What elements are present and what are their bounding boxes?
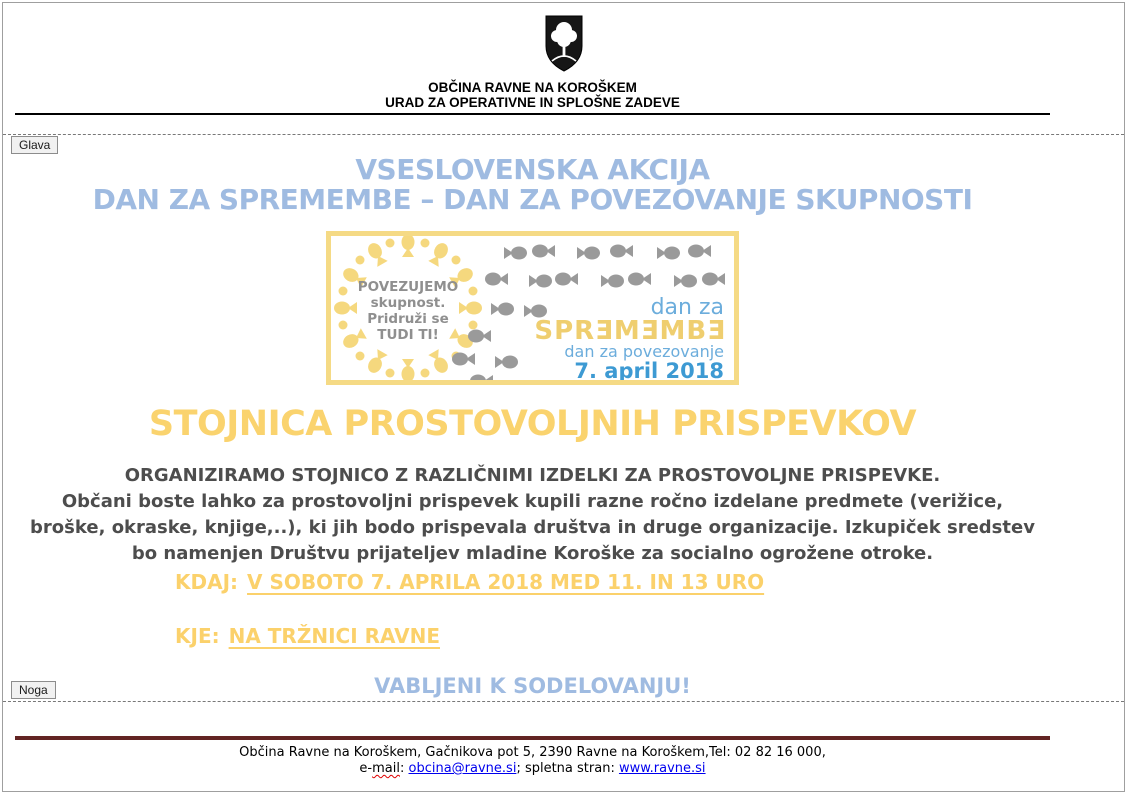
- document-footer: [3, 736, 1124, 777]
- event-where-line: [175, 623, 1050, 649]
- header-boundary-line: [3, 134, 1124, 152]
- event-lead-sentence: ORGANIZIRAMO STOJNICO Z RAZLIČNIMI IZDELKI ZA PROSTOVOLJNE PRISPEVKE.: [124, 465, 941, 486]
- email-label-spellcheck: mail: [372, 761, 400, 776]
- org-name: OBČINA RAVNE NA KOROŠKEM: [428, 80, 637, 95]
- header-rule: [15, 113, 1050, 115]
- svg-text:SPRƎMƎMBƎ: SPRƎMƎMBƎ: [534, 316, 726, 346]
- campaign-logo: [15, 231, 1050, 385]
- header-boundary-tag: Glava: [11, 136, 58, 154]
- where-value: NA TRŽNICI RAVNE: [228, 624, 440, 648]
- when-label: KDAJ:: [175, 570, 239, 594]
- email-link[interactable]: obcina@ravne.si: [408, 761, 517, 776]
- when-value: V SOBOTO 7. APRILA 2018 MED 11. IN 13 URO: [247, 570, 765, 594]
- svg-text:7. april 2018: 7. april 2018: [574, 359, 724, 383]
- footer-address: Občina Ravne na Koroškem, Gačnikova pot 5, 2390 Ravne na Koroškem,Tel: 02 82 16 000,: [239, 745, 826, 760]
- event-when-line: [175, 569, 1050, 595]
- svg-text:dan za povezovanje: dan za povezovanje: [564, 342, 724, 361]
- org-department: URAD ZA OPERATIVNE IN SPLOŠNE ZADEVE: [385, 95, 680, 110]
- svg-text:skupnost.: skupnost.: [370, 295, 446, 311]
- website-link[interactable]: www.ravne.si: [618, 761, 706, 776]
- closing-invitation: VABLJENI K SODELOVANJU!: [374, 674, 691, 698]
- footer-boundary-tag: Noga: [11, 681, 56, 699]
- document-page: [2, 2, 1125, 792]
- svg-text:POVEZUJEMO: POVEZUJEMO: [357, 279, 459, 295]
- campaign-title-line1: VSESLOVENSKA AKCIJA: [355, 153, 710, 186]
- svg-text:dan za: dan za: [650, 295, 724, 320]
- footer-rule: [15, 736, 1050, 740]
- email-label-colon: :: [399, 761, 409, 776]
- flyer-body: [15, 155, 1050, 699]
- svg-text:TUDI TI!: TUDI TI!: [377, 327, 439, 343]
- footer-contacts: [15, 761, 1050, 777]
- email-label-prefix: e-: [359, 761, 373, 776]
- document-header: [3, 3, 1124, 115]
- event-subtitle: STOJNICA PROSTOVOLJNIH PRISPEVKOV: [148, 404, 917, 444]
- municipal-coat-of-arms-icon: [545, 15, 583, 72]
- website-label: ; spletna stran:: [516, 761, 619, 776]
- event-description: Občani boste lahko za prostovoljni prispevek kupili razne ročno izdelane predmete (verižice, broške, okraske, knjige,..), ki jih bodo prispevala društva in druge organizacije. Izkupiček sredstev bo namenjen Društvu prijateljev mladine Koroške za socialno ogrožene otroke.: [30, 491, 1035, 564]
- campaign-title-line2: DAN ZA SPREMEMBE – DAN ZA POVEZOVANJE SKUPNOSTI: [92, 183, 973, 216]
- svg-text:Pridruži se: Pridruži se: [367, 311, 449, 327]
- where-label: KJE:: [175, 624, 220, 648]
